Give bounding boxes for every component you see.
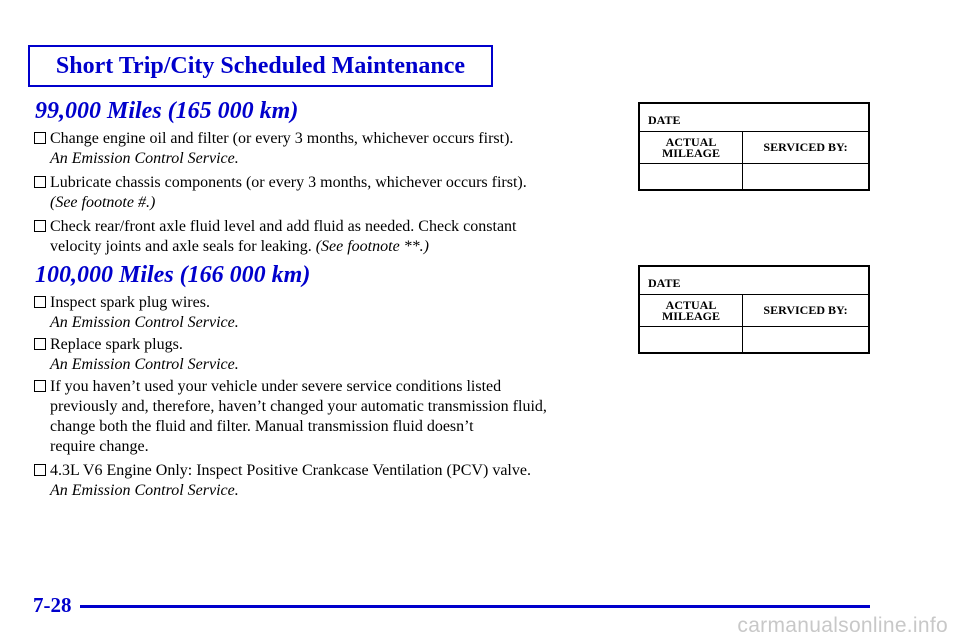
section-title-100000: 100,000 Miles (166 000 km) — [35, 262, 311, 288]
mileage-header — [640, 295, 743, 326]
serviced-by-entry-field[interactable] — [743, 327, 868, 352]
checklist-item — [34, 293, 614, 333]
mileage-label-line1: ACTUAL — [665, 297, 717, 312]
item-note: An Emission Control Service. — [50, 150, 239, 167]
checklist-item — [34, 217, 614, 257]
date-label: DATE — [648, 276, 681, 290]
record-header-row — [640, 132, 868, 164]
item-text: change both the fluid and filter. Manual transmission fluid doesn’t — [50, 418, 474, 435]
checkbox-icon[interactable] — [34, 464, 46, 476]
checkbox-icon[interactable] — [34, 296, 46, 308]
item-text: Change engine oil and filter (or every 3 months, whichever occurs first). — [50, 130, 514, 147]
checklist-item — [34, 461, 614, 501]
item-text: previously and, therefore, haven’t changed your automatic transmission fluid, — [50, 398, 547, 415]
item-text: velocity joints and axle seals for leaking. — [50, 238, 312, 255]
page-number: 7-28 — [33, 593, 72, 617]
mileage-entry-field[interactable] — [640, 164, 743, 189]
date-field[interactable] — [640, 104, 868, 132]
checkbox-icon[interactable] — [34, 338, 46, 350]
item-text: Inspect spark plug wires. — [50, 294, 210, 311]
item-text: Replace spark plugs. — [50, 336, 183, 353]
item-note: An Emission Control Service. — [50, 482, 239, 499]
item-note: An Emission Control Service. — [50, 356, 239, 373]
item-text: Lubricate chassis components (or every 3 months, whichever occurs first). — [50, 174, 527, 191]
record-header-row — [640, 295, 868, 327]
record-entry-row — [640, 327, 868, 352]
serviced-by-header: SERVICED BY: — [763, 303, 848, 317]
mileage-entry-field[interactable] — [640, 327, 743, 352]
item-text: Check rear/front axle fluid level and add fluid as needed. Check constant — [50, 218, 517, 235]
item-note: (See footnote #.) — [50, 194, 156, 211]
page-title: Short Trip/City Scheduled Maintenance — [55, 52, 466, 79]
watermark: carmanualsonline.info — [737, 614, 948, 637]
serviced-by-header: SERVICED BY: — [763, 140, 848, 154]
serviced-by-entry-field[interactable] — [743, 164, 868, 189]
checklist-item — [34, 335, 614, 375]
mileage-header — [640, 132, 743, 163]
item-note: (See footnote **.) — [315, 238, 429, 255]
footer-divider — [80, 605, 870, 608]
section-title-99000: 99,000 Miles (165 000 km) — [35, 98, 299, 124]
mileage-label-line2: MILEAGE — [661, 308, 720, 323]
service-record-table — [638, 102, 870, 191]
checklist-item — [34, 377, 614, 457]
item-text: require change. — [50, 438, 149, 455]
date-label: DATE — [648, 113, 681, 127]
item-text: 4.3L V6 Engine Only: Inspect Positive Crankcase Ventilation (PCV) valve. — [50, 462, 531, 479]
item-text: If you haven’t used your vehicle under severe service conditions listed — [50, 378, 502, 395]
item-text-line — [50, 237, 614, 257]
mileage-label-line2: MILEAGE — [661, 145, 720, 160]
item-note: An Emission Control Service. — [50, 314, 239, 331]
checklist-item — [34, 129, 614, 169]
checkbox-icon[interactable] — [34, 380, 46, 392]
service-record-table — [638, 265, 870, 354]
page-header — [28, 45, 493, 87]
checkbox-icon[interactable] — [34, 132, 46, 144]
checklist-item — [34, 173, 614, 213]
date-field[interactable] — [640, 267, 868, 295]
checkbox-icon[interactable] — [34, 176, 46, 188]
record-entry-row — [640, 164, 868, 189]
checkbox-icon[interactable] — [34, 220, 46, 232]
mileage-label-line1: ACTUAL — [665, 134, 717, 149]
